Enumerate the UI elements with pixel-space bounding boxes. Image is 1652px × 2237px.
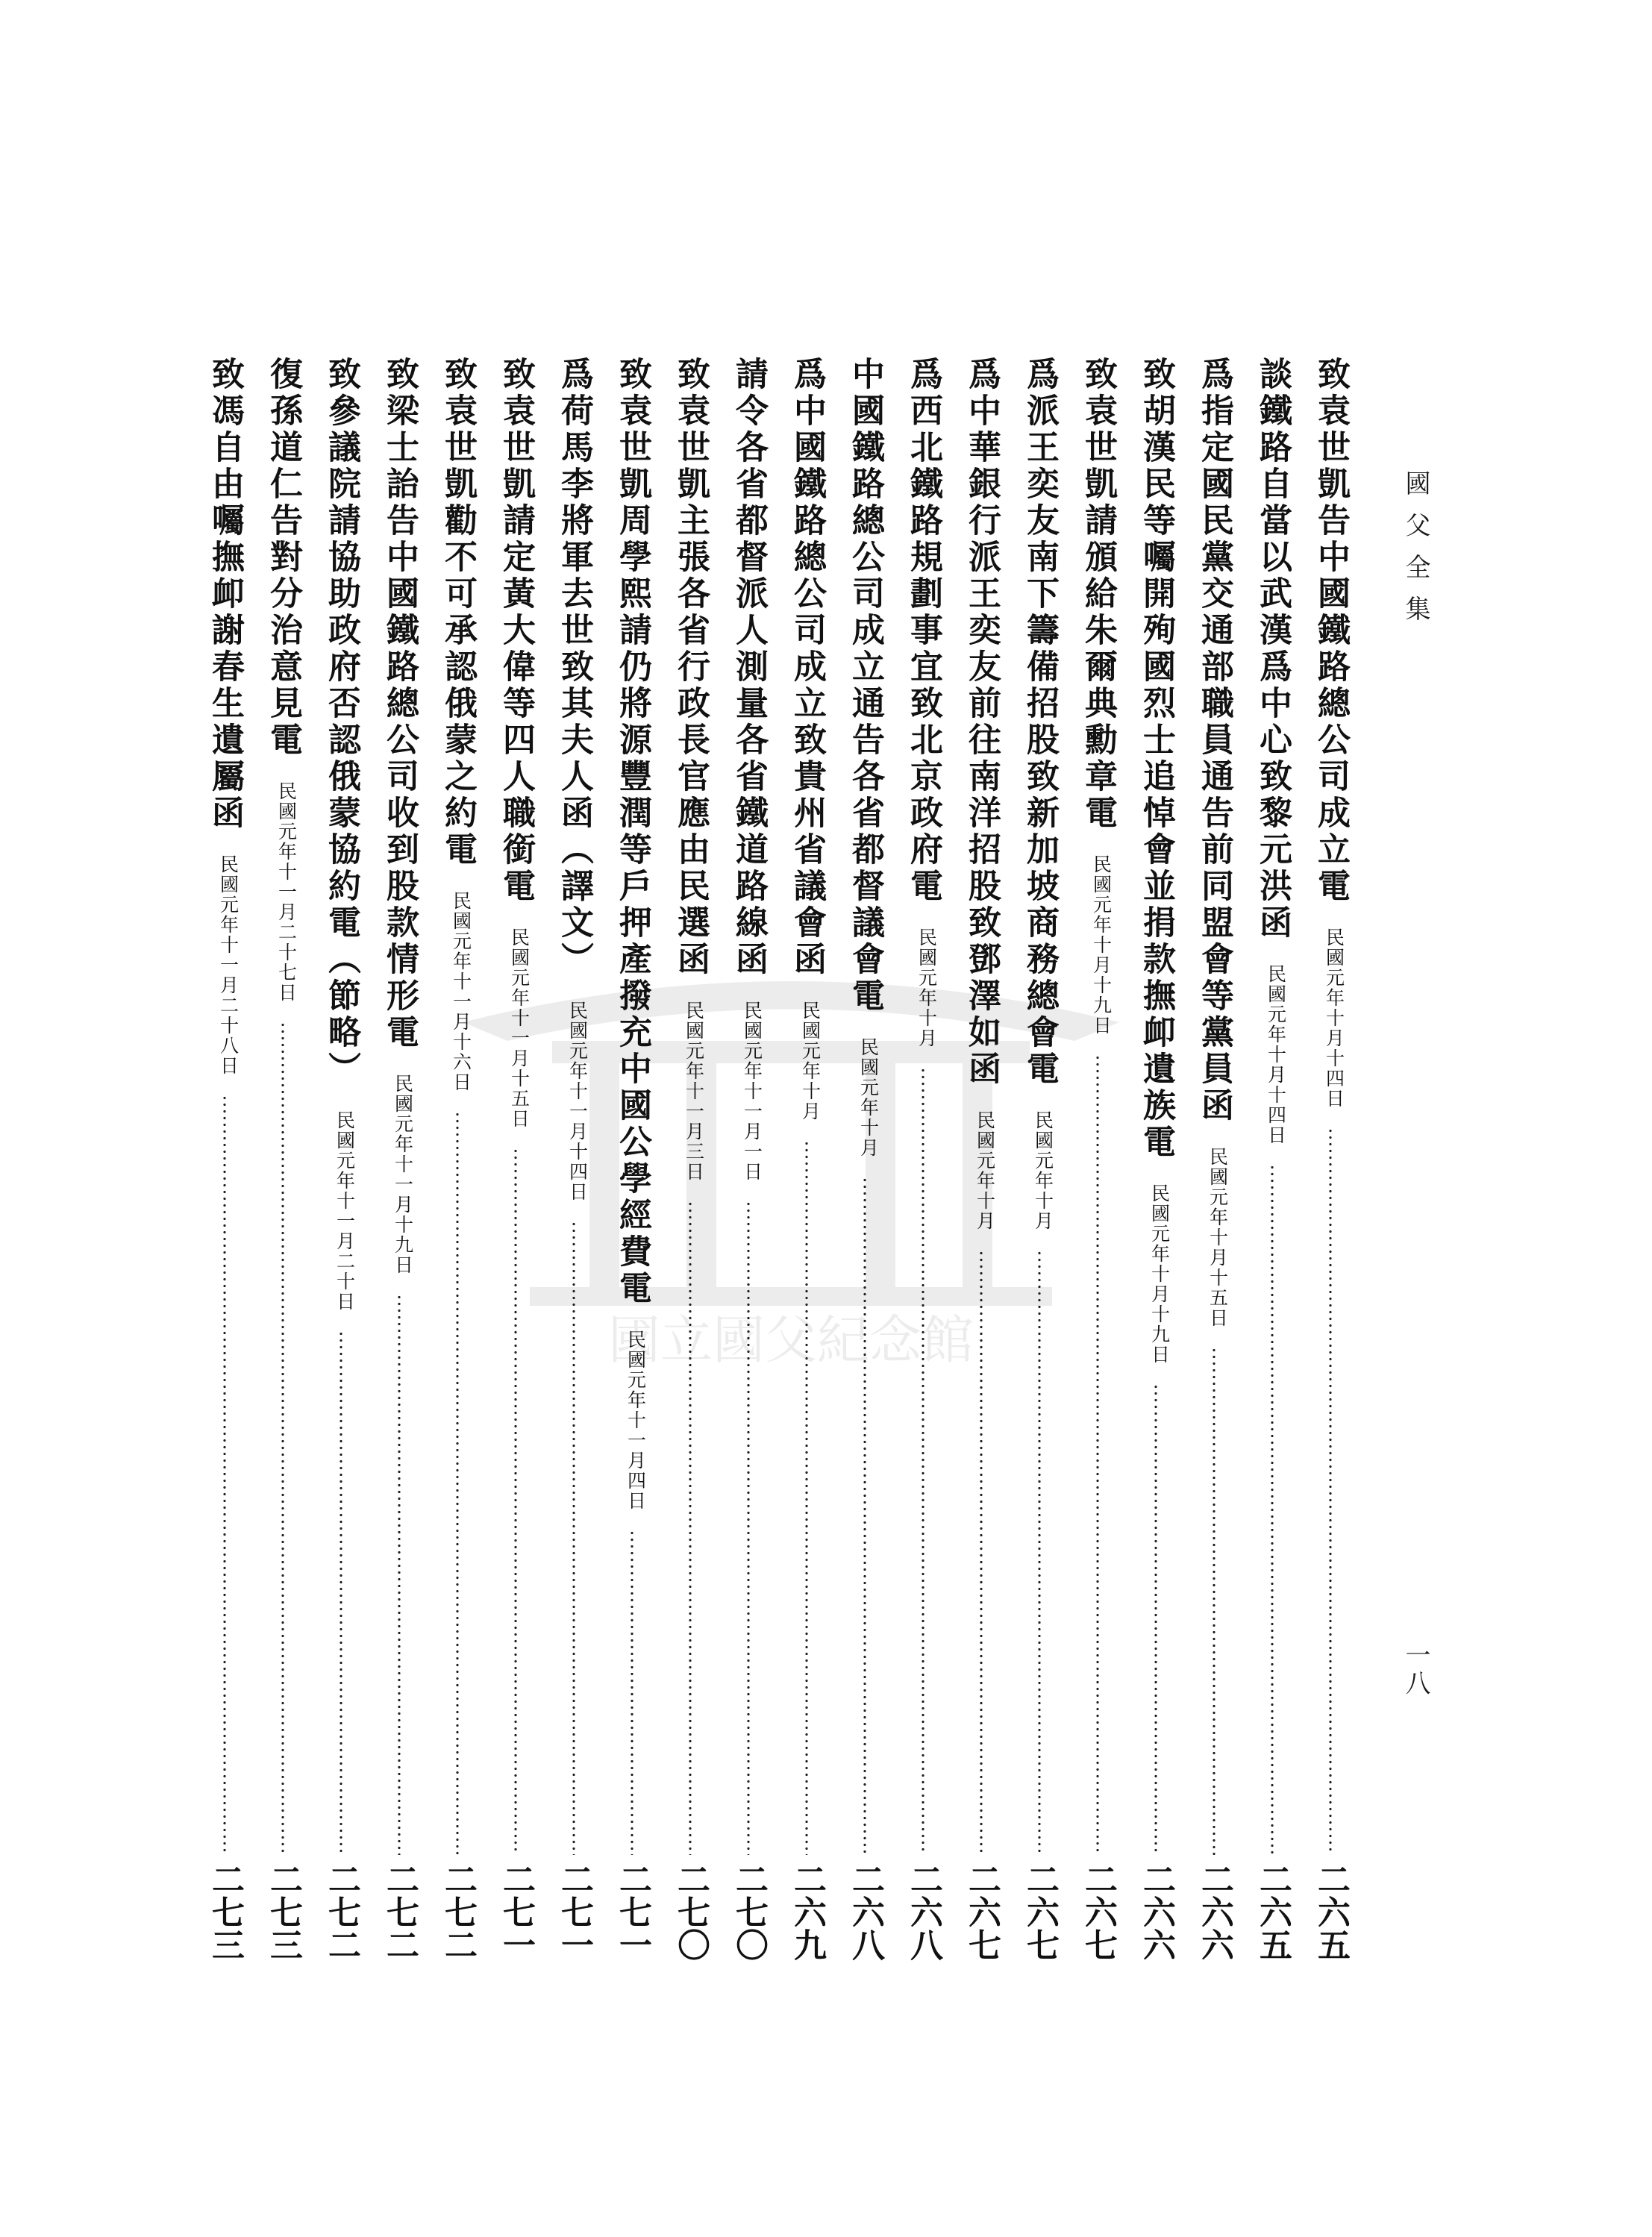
- toc-entry-page-number: 二六九: [788, 1862, 826, 1961]
- toc-entry[interactable]: [1301, 357, 1360, 1961]
- toc-entry-date: 民國元年十月十九日: [1148, 1183, 1171, 1365]
- toc-entry-dot-leader: [631, 1530, 633, 1855]
- toc-entry-page-number: 二六七: [1021, 1862, 1059, 1961]
- toc-entry-date: 民國元年十一月三日: [683, 1001, 705, 1182]
- toc-entry-date: 民國元年十月十四日: [1265, 964, 1287, 1145]
- toc-entry-title: 致參議院請協助政府否認俄蒙協約電（節略）: [322, 357, 360, 1088]
- toc-entry-date: 民國元年十月: [916, 927, 938, 1048]
- toc-entry[interactable]: [719, 357, 777, 1961]
- toc-entry-dot-leader: [398, 1294, 401, 1855]
- toc-entry-dot-leader: [456, 1111, 459, 1855]
- toc-entry-dot-leader: [514, 1148, 517, 1855]
- running-title: 國父全集: [1401, 470, 1430, 637]
- toc-entry-page-number: 二六六: [1137, 1862, 1175, 1961]
- toc-entry[interactable]: [777, 357, 836, 1961]
- toc-entry-date: 民國元年十月: [1032, 1110, 1054, 1231]
- page-folio: 一八: [1401, 1642, 1430, 1698]
- toc-entry-page-number: 二六五: [1254, 1862, 1292, 1961]
- toc-entry-page-number: 二七二: [439, 1862, 477, 1961]
- toc-entry[interactable]: [1243, 357, 1301, 1961]
- toc-entry[interactable]: [486, 357, 545, 1961]
- toc-entry[interactable]: [836, 357, 894, 1961]
- watermark-text: 國立國父紀念館: [608, 1310, 974, 1371]
- toc-entry-date: 民國元年十月: [799, 1001, 822, 1121]
- toc-entry[interactable]: [661, 357, 719, 1961]
- toc-entry-page-number: 二七三: [206, 1862, 244, 1961]
- toc-entry-dot-leader: [1213, 1347, 1215, 1855]
- toc-entry[interactable]: [1185, 357, 1243, 1961]
- toc-entry-page-number: 二七三: [264, 1862, 302, 1961]
- toc-entry-page-number: 二七一: [497, 1862, 535, 1961]
- toc-entry-dot-leader: [340, 1330, 342, 1855]
- toc-entry-page-number: 二六五: [1312, 1862, 1350, 1961]
- toc-entry-date: 民國元年十月十五日: [1207, 1147, 1229, 1328]
- toc-entry-page-number: 二七二: [322, 1862, 360, 1961]
- toc-entry-title: 致梁士詒告中國鐵路總公司收到股款情形電: [381, 357, 419, 1051]
- toc-entry-title: 中國鐵路總公司成立通告各省都督議會電: [846, 357, 884, 1015]
- table-of-contents: [195, 357, 1360, 1961]
- toc-entry-title: 致袁世凱周學熙請仍將源豐潤等戶押產撥充中國公學經費電: [613, 357, 651, 1307]
- toc-entry-title: 爲荷馬李將軍去世致其夫人函（譯文）: [555, 357, 593, 978]
- toc-entry-page-number: 二七一: [613, 1862, 651, 1961]
- toc-entry-dot-leader: [1329, 1127, 1332, 1855]
- toc-entry-date: 民國元年十月: [974, 1110, 996, 1231]
- toc-entry[interactable]: [254, 357, 312, 1961]
- toc-entry-page-number: 二六七: [1079, 1862, 1117, 1961]
- toc-entry-dot-leader: [922, 1067, 924, 1855]
- toc-entry-dot-leader: [863, 1177, 866, 1855]
- toc-entry-title: 爲西北鐵路規劃事宜致北京政府電: [904, 357, 942, 905]
- toc-entry-dot-leader: [281, 1021, 284, 1855]
- toc-entry-title: 爲中華銀行派王奕友前往南洋招股致鄧澤如函: [963, 357, 1001, 1088]
- toc-entry-title: 爲中國鐵路總公司成立致貴州省議會函: [788, 357, 826, 978]
- toc-entry-title: 致胡漢民等囑開殉國烈士追悼會並捐款撫卹遺族電: [1137, 357, 1175, 1161]
- toc-entry-dot-leader: [1096, 1054, 1099, 1855]
- toc-entry-dot-leader: [1154, 1383, 1157, 1855]
- toc-entry-date: 民國元年十月: [857, 1037, 880, 1158]
- toc-entry-page-number: 二六六: [1195, 1862, 1233, 1961]
- toc-entry-date: 民國元年十一月一日: [741, 1001, 763, 1182]
- toc-entry[interactable]: [195, 357, 254, 1961]
- toc-entry-dot-leader: [689, 1201, 692, 1855]
- toc-entry-page-number: 二七〇: [730, 1862, 768, 1961]
- toc-entry-title: 致袁世凱告中國鐵路總公司成立電: [1312, 357, 1350, 905]
- toc-entry-date: 民國元年十月十九日: [1090, 854, 1113, 1036]
- toc-entry-dot-leader: [805, 1140, 808, 1855]
- toc-entry[interactable]: [428, 357, 486, 1961]
- toc-entry-date: 民國元年十一月二十七日: [275, 781, 298, 1003]
- toc-entry-title: 致袁世凱主張各省行政長官應由民選函: [672, 357, 710, 978]
- toc-entry[interactable]: [894, 357, 952, 1961]
- toc-entry-dot-leader: [1271, 1164, 1274, 1855]
- toc-entry-dot-leader: [223, 1095, 226, 1855]
- toc-entry-page-number: 二六八: [846, 1862, 884, 1961]
- toc-entry[interactable]: [952, 357, 1010, 1961]
- toc-entry-date: 民國元年十一月十四日: [566, 1001, 589, 1202]
- toc-entry-title: 請令各省都督派人測量各省鐵道路線函: [730, 357, 768, 978]
- toc-entry-dot-leader: [572, 1221, 575, 1855]
- toc-entry-page-number: 二六七: [963, 1862, 1001, 1961]
- toc-entry-title: 致袁世凱勸不可承認俄蒙之約電: [439, 357, 477, 869]
- toc-entry[interactable]: [545, 357, 603, 1961]
- toc-entry-title: 復孫道仁告對分治意見電: [264, 357, 302, 759]
- toc-entry[interactable]: [1127, 357, 1185, 1961]
- toc-entry-dot-leader: [1038, 1250, 1041, 1855]
- toc-entry-date: 民國元年十一月二十八日: [217, 854, 240, 1076]
- toc-entry-title: 爲派王奕友南下籌備招股致新加坡商務總會電: [1021, 357, 1059, 1088]
- toc-entry-page-number: 二六八: [904, 1862, 942, 1961]
- toc-entry[interactable]: [603, 357, 661, 1961]
- toc-entry-title: 爲指定國民黨交通部職員通告前同盟會等黨員函: [1195, 357, 1233, 1124]
- toc-entry[interactable]: [312, 357, 370, 1961]
- toc-entry-page-number: 二七二: [381, 1862, 419, 1961]
- toc-entry-date: 民國元年十一月十五日: [508, 927, 531, 1129]
- toc-entry[interactable]: [370, 357, 428, 1961]
- toc-entry-date: 民國元年十一月四日: [625, 1330, 647, 1511]
- toc-entry-title: 致馮自由囑撫卹謝春生遺屬函: [206, 357, 244, 832]
- toc-entry-page-number: 二七〇: [672, 1862, 710, 1961]
- toc-entry-page-number: 二七一: [555, 1862, 593, 1961]
- toc-entry-title: 致袁世凱請頒給朱爾典勳章電: [1079, 357, 1117, 832]
- toc-entry-date: 民國元年十一月二十日: [334, 1110, 356, 1312]
- toc-entry-title: 致袁世凱請定黃大偉等四人職銜電: [497, 357, 535, 905]
- toc-entry[interactable]: [1069, 357, 1127, 1961]
- toc-entry-title: 談鐵路自當以武漢爲中心致黎元洪函: [1254, 357, 1292, 942]
- toc-entry-date: 民國元年十月十四日: [1323, 927, 1345, 1109]
- toc-entry-date: 民國元年十一月十九日: [392, 1074, 414, 1275]
- toc-entry[interactable]: [1010, 357, 1069, 1961]
- toc-entry-date: 民國元年十一月十六日: [450, 891, 472, 1092]
- toc-entry-dot-leader: [980, 1250, 983, 1855]
- toc-entry-dot-leader: [747, 1201, 750, 1855]
